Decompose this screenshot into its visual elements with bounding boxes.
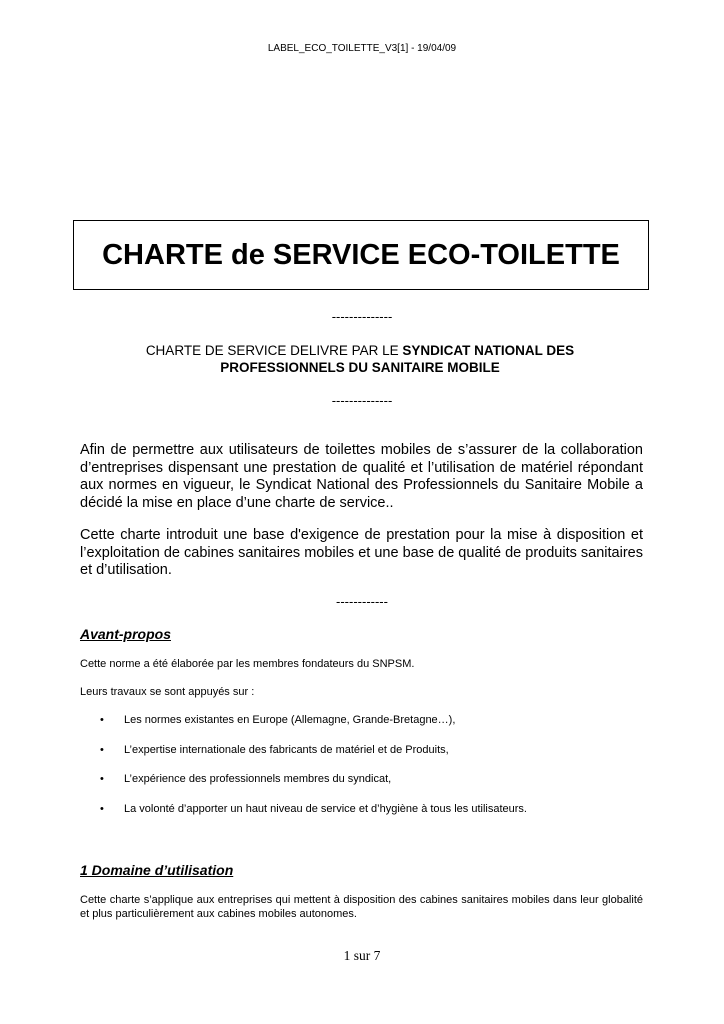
list-item-text: L’expérience des professionnels membres du syndicat, [124,773,392,785]
page-number: 1 sur 7 [343,948,381,963]
bullet-list [100,713,527,831]
list-item-text: La volonté d’apporter un haut niveau de service et d’hygiène à tous les utilisateurs. [124,802,527,815]
section-heading-avant-propos: Avant-propos [80,626,171,642]
intro-paragraph-1: Afin de permettre aux utilisateurs de toilettes mobiles de s’assurer de la collaboration d’entreprises dispensant une prestation de qualité et l’utilisation de matériel répondant aux normes en vigueur, le Syndicat National des Professionnels du Sanitaire Mobile a décidé la mise en place d’une charte de service.. [80,442,643,511]
subtitle [100,342,620,376]
subtitle-prefix: CHARTE DE SERVICE DELIVRE PAR LE [145,343,403,358]
section-heading-domaine: 1 Domaine d’utilisation [80,862,234,878]
bullet-icon: • [100,802,104,815]
separator-2: -------------- [331,393,393,408]
avant-propos-line-2: Leurs travaux se sont appuyés sur : [80,686,255,698]
separator-1: -------------- [331,309,393,324]
page-title: CHARTE de SERVICE ECO-TOILETTE [102,238,620,271]
domaine-text: Cette charte s’applique aux entreprises qui mettent à disposition des cabines sanitaires mobiles dans leur globalité et plus particulièrement aux cabines mobiles autonomes. [80,894,643,920]
list-item [100,713,527,743]
subtitle-bold: SYNDICAT NATIONAL DES PROFESSIONNELS DU SANITAIRE MOBILE [220,343,575,375]
list-item-text: Les normes existantes en Europe (Allemagne, Grande-Bretagne…), [124,714,456,726]
title-box [73,220,649,290]
bullet-icon: • [100,743,104,756]
intro-paragraph-2: Cette charte introduit une base d'exigence de prestation pour la mise à disposition et l’exploitation de cabines sanitaires mobiles et une base de qualité de produits sanitaires et d’utilisation. [80,527,643,578]
bullet-icon: • [100,773,104,785]
separator-3: ------------ [336,594,388,609]
list-item [100,772,527,802]
bullet-icon: • [100,714,104,726]
list-item-text: L’expertise internationale des fabricants de matériel et de Produits, [124,743,449,756]
avant-propos-line-1: Cette norme a été élaborée par les membres fondateurs du SNPSM. [80,658,415,670]
list-item [100,743,527,773]
list-item [100,802,527,832]
document-header: LABEL_ECO_TOILETTE_V3[1] - 19/04/09 [267,43,457,54]
